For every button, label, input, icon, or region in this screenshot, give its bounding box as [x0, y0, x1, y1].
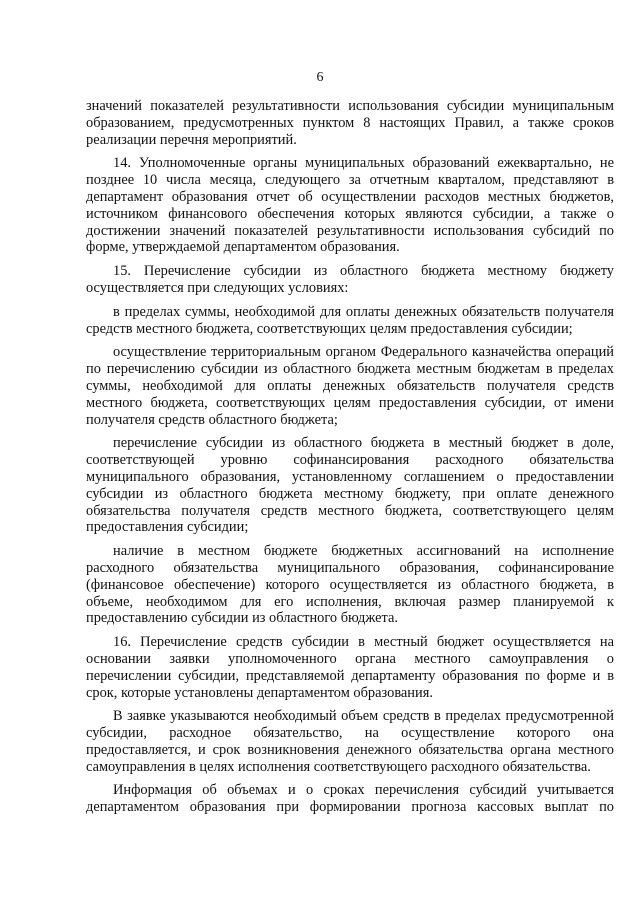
text-line: позднее 10 числа месяца, следующего за отчетным кварталом, представляют в: [86, 172, 614, 189]
text-line: местного бюджета, соответствующих целям предоставления субсидии, от имени: [86, 394, 614, 411]
text-line: срок, которые установлены департаментом образования.: [86, 684, 433, 701]
paragraph: [86, 782, 614, 816]
text-line: наличие в местном бюджете бюджетных ассигнований на исполнение: [113, 543, 614, 560]
text-line: 14. Уполномоченные органы муниципальных образований ежеквартально, не: [113, 155, 614, 172]
text-line: значений показателей результативности использования субсидии муниципальным: [86, 98, 614, 114]
text-line: осуществляется при следующих условиях:: [86, 279, 349, 296]
paragraph: [86, 98, 614, 148]
text-line: 15. Перечисление субсидии из областного бюджета местному бюджету: [113, 263, 614, 280]
text-line: 16. Перечисление средств субсидии в местный бюджет осуществляется на: [113, 634, 614, 651]
text-line: средств местного бюджета, соответствующих целям предоставления субсидии;: [86, 320, 573, 337]
text-line: соответствующей уровню софинансирования расходного обязательства: [86, 452, 614, 469]
paragraph: [86, 634, 614, 701]
page-number: 6: [316, 70, 324, 85]
document-body: [86, 98, 614, 823]
text-line: обязательства получателя средств местного бюджета, соответствующего целям: [86, 502, 614, 519]
paragraph: [86, 435, 614, 536]
text-line: достижении значений показателей результативности использования субсидий по: [86, 222, 614, 239]
paragraph: [86, 155, 614, 256]
text-line: осуществление территориальным органом Федерального казначейства операций: [113, 344, 614, 361]
text-line: в пределах суммы, необходимой для оплаты денежных обязательств получателя: [113, 303, 614, 320]
paragraph: [86, 263, 614, 297]
paragraph: [86, 543, 614, 627]
paragraph: [86, 304, 614, 338]
text-line: форме, утверждаемой департаментом образования.: [86, 239, 400, 256]
text-line: перечислении субсидии, представляемой департаменту образования по форме и в: [86, 667, 614, 684]
text-line: предоставления субсидии;: [86, 519, 249, 536]
text-line: расходного обязательства муниципального образования, софинансирование: [86, 559, 614, 576]
text-line: образованием, предусмотренных пунктом 8 настоящих Правил, а также сроков: [86, 114, 614, 131]
text-line: В заявке указываются необходимый объем средств в пределах предусмотренной: [113, 708, 614, 725]
text-line: источником финансового обеспечения которых являются субсидии, а также о: [86, 205, 614, 222]
paragraph: [86, 344, 614, 428]
text-line: суммы, необходимой для оплаты денежных обязательств получателя средств: [86, 377, 614, 394]
text-line: основании заявки уполномоченного органа местного самоуправления о: [86, 650, 614, 667]
text-line: перечисление субсидии из областного бюджета в местный бюджет в доле,: [113, 435, 614, 452]
text-line: предоставлению субсидии из областного бюджета.: [86, 610, 398, 627]
text-line: объеме, необходимом для его исполнения, включая размер планируемой к: [86, 593, 614, 610]
paragraph: [86, 708, 614, 775]
text-line: (финансовое обеспечение) которого осуществляется из областного бюджета, в: [86, 576, 614, 593]
text-line: муниципального образования, установленному соглашением о предоставлении: [86, 468, 614, 485]
text-line: субсидии, расходное обязательство, на осуществление которого она: [86, 725, 614, 742]
text-line: самоуправления в целях исполнения соответствующего расходного обязательства.: [86, 758, 591, 775]
text-line: предоставляется, и срок возникновения денежного обязательства органа местного: [86, 741, 614, 758]
text-line: реализации перечня мероприятий.: [86, 131, 297, 148]
text-line: Информация об объемах и о сроках перечисления субсидий учитывается: [113, 782, 614, 799]
text-line: по перечислению субсидии из областного бюджета местным бюджетам в пределах: [86, 361, 614, 378]
text-line: субсидии из областного бюджета местному бюджету, при оплате денежного: [86, 485, 614, 502]
text-line: получателя средств областного бюджета;: [86, 411, 338, 428]
text-line: департамент образования отчет об осуществлении расходов местных бюджетов,: [86, 188, 614, 205]
text-line: департаментом образования при формировании прогноза кассовых выплат по: [86, 799, 614, 816]
